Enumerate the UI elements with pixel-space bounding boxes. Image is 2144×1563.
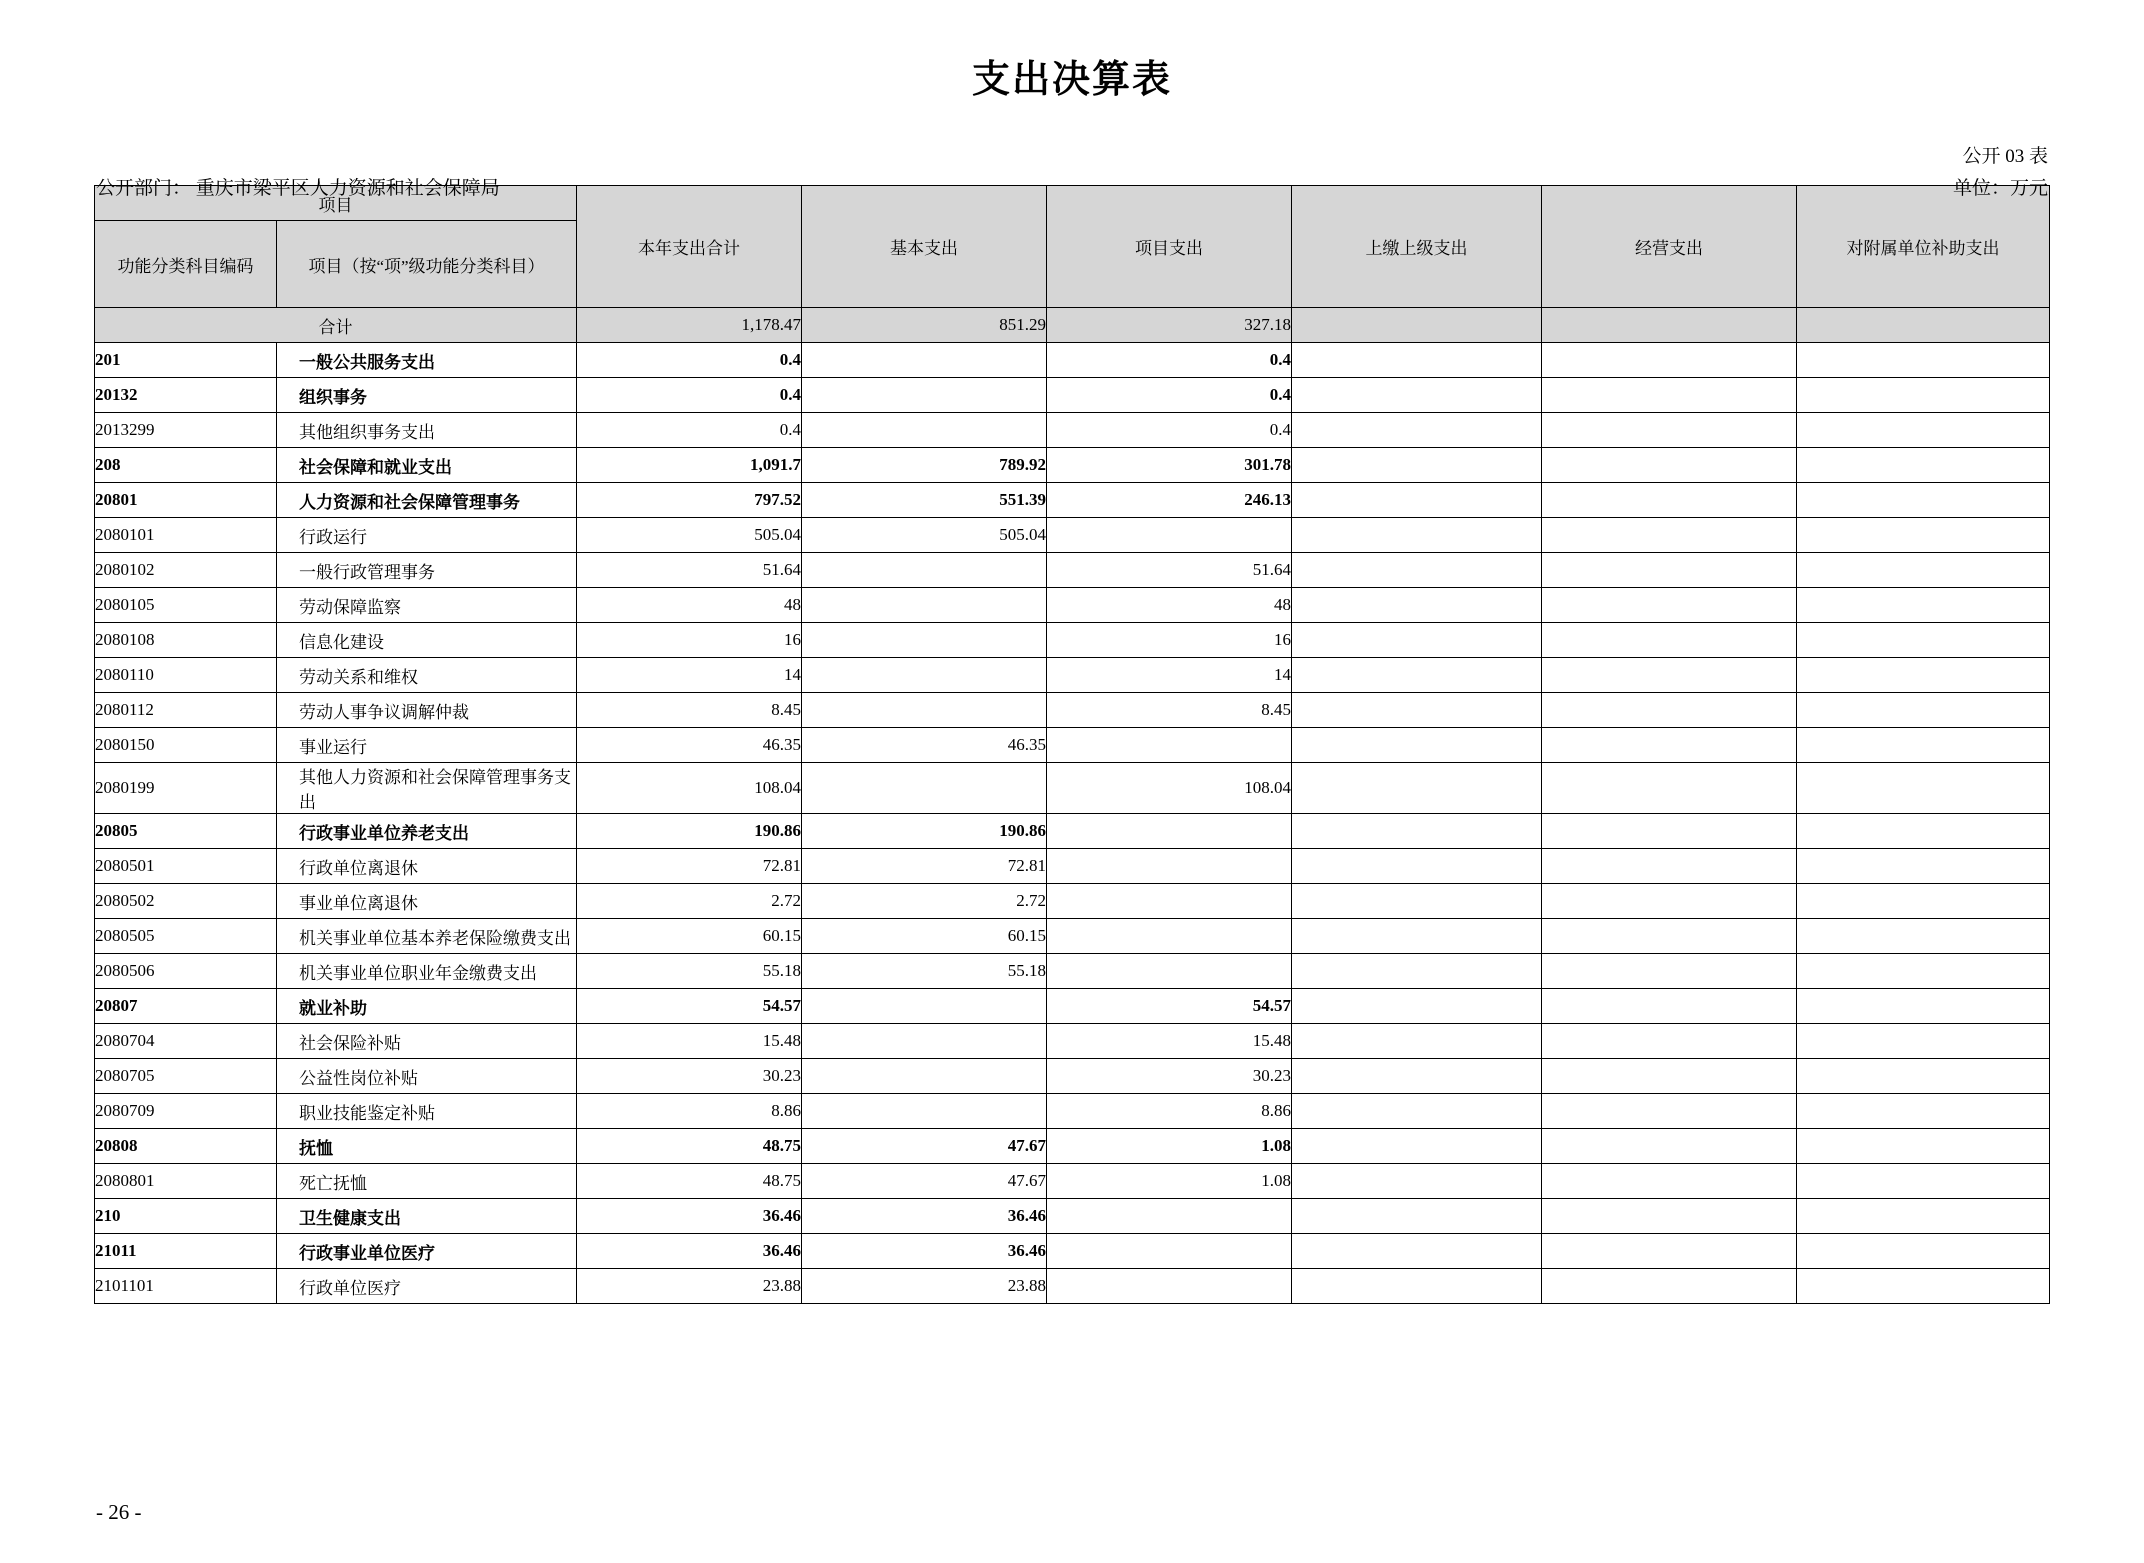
row-value-4 xyxy=(1542,483,1797,518)
row-name: 职业技能鉴定补贴 xyxy=(277,1094,577,1129)
row-value-0: 16 xyxy=(577,623,802,658)
row-name: 行政事业单位医疗 xyxy=(277,1234,577,1269)
row-value-1 xyxy=(802,588,1047,623)
row-value-1 xyxy=(802,989,1047,1024)
table-row xyxy=(95,1059,2050,1094)
row-name: 劳动保障监察 xyxy=(277,588,577,623)
row-name: 行政单位离退休 xyxy=(277,849,577,884)
row-value-3 xyxy=(1292,1024,1542,1059)
row-value-3 xyxy=(1292,884,1542,919)
row-value-2: 1.08 xyxy=(1047,1164,1292,1199)
row-name: 组织事务 xyxy=(277,378,577,413)
table-row xyxy=(95,1024,2050,1059)
table-row xyxy=(95,1094,2050,1129)
row-value-1: 47.67 xyxy=(802,1129,1047,1164)
row-value-4 xyxy=(1542,1129,1797,1164)
row-value-4 xyxy=(1542,693,1797,728)
row-value-0: 48.75 xyxy=(577,1164,802,1199)
row-value-5 xyxy=(1797,954,2050,989)
table-row xyxy=(95,954,2050,989)
row-name: 行政事业单位养老支出 xyxy=(277,814,577,849)
row-value-1 xyxy=(802,1059,1047,1094)
department-label: 公开部门： xyxy=(96,178,192,199)
table-row xyxy=(95,413,2050,448)
row-value-2 xyxy=(1047,1269,1292,1304)
row-value-5 xyxy=(1797,814,2050,849)
row-value-3 xyxy=(1292,518,1542,553)
row-value-4 xyxy=(1542,814,1797,849)
row-value-2: 48 xyxy=(1047,588,1292,623)
header-col-total: 本年支出合计 xyxy=(577,186,802,308)
row-value-1 xyxy=(802,553,1047,588)
row-value-1: 47.67 xyxy=(802,1164,1047,1199)
row-value-2: 301.78 xyxy=(1047,448,1292,483)
form-number: 公开 03 表 xyxy=(1962,146,2048,167)
row-value-5 xyxy=(1797,553,2050,588)
row-value-3 xyxy=(1292,693,1542,728)
row-value-2 xyxy=(1047,1234,1292,1269)
total-value-4 xyxy=(1542,308,1797,343)
row-name: 机关事业单位基本养老保险缴费支出 xyxy=(277,919,577,954)
row-value-5 xyxy=(1797,623,2050,658)
row-value-5 xyxy=(1797,919,2050,954)
row-value-2: 8.86 xyxy=(1047,1094,1292,1129)
row-value-3 xyxy=(1292,954,1542,989)
row-name: 行政运行 xyxy=(277,518,577,553)
row-value-0: 60.15 xyxy=(577,919,802,954)
row-value-1 xyxy=(802,413,1047,448)
department-line xyxy=(96,173,500,200)
row-code: 201 xyxy=(95,343,277,378)
row-value-2 xyxy=(1047,518,1292,553)
table-row xyxy=(95,448,2050,483)
row-value-0: 36.46 xyxy=(577,1199,802,1234)
row-value-5 xyxy=(1797,728,2050,763)
row-value-2: 14 xyxy=(1047,658,1292,693)
row-value-0: 72.81 xyxy=(577,849,802,884)
row-value-2 xyxy=(1047,1199,1292,1234)
row-value-0: 55.18 xyxy=(577,954,802,989)
row-value-2: 15.48 xyxy=(1047,1024,1292,1059)
row-code: 2080501 xyxy=(95,849,277,884)
table-header xyxy=(95,186,2050,308)
row-code: 2080110 xyxy=(95,658,277,693)
row-value-4 xyxy=(1542,413,1797,448)
row-code: 2013299 xyxy=(95,413,277,448)
row-code: 2080704 xyxy=(95,1024,277,1059)
row-value-0: 190.86 xyxy=(577,814,802,849)
table-row-total xyxy=(95,308,2050,343)
row-name: 一般行政管理事务 xyxy=(277,553,577,588)
row-name: 人力资源和社会保障管理事务 xyxy=(277,483,577,518)
row-value-5 xyxy=(1797,413,2050,448)
row-value-1 xyxy=(802,763,1047,814)
row-code: 208 xyxy=(95,448,277,483)
row-value-0: 48.75 xyxy=(577,1129,802,1164)
row-value-3 xyxy=(1292,1094,1542,1129)
row-value-5 xyxy=(1797,1024,2050,1059)
row-value-3 xyxy=(1292,814,1542,849)
row-value-2: 8.45 xyxy=(1047,693,1292,728)
row-value-5 xyxy=(1797,884,2050,919)
row-value-4 xyxy=(1542,658,1797,693)
row-value-3 xyxy=(1292,343,1542,378)
row-value-5 xyxy=(1797,658,2050,693)
row-value-5 xyxy=(1797,1094,2050,1129)
row-value-4 xyxy=(1542,728,1797,763)
row-code: 20807 xyxy=(95,989,277,1024)
row-value-4 xyxy=(1542,378,1797,413)
row-name: 行政单位医疗 xyxy=(277,1269,577,1304)
total-value-1: 851.29 xyxy=(802,308,1047,343)
document-meta xyxy=(0,141,2144,199)
row-value-4 xyxy=(1542,1269,1797,1304)
row-name: 公益性岗位补贴 xyxy=(277,1059,577,1094)
row-value-5 xyxy=(1797,1199,2050,1234)
row-value-2: 1.08 xyxy=(1047,1129,1292,1164)
row-value-2 xyxy=(1047,849,1292,884)
header-col-operating: 经营支出 xyxy=(1542,186,1797,308)
row-value-5 xyxy=(1797,483,2050,518)
table-row xyxy=(95,658,2050,693)
row-value-0: 30.23 xyxy=(577,1059,802,1094)
row-value-5 xyxy=(1797,588,2050,623)
page-title: 支出决算表 xyxy=(971,59,1172,101)
table-row xyxy=(95,1199,2050,1234)
table-row xyxy=(95,483,2050,518)
row-value-3 xyxy=(1292,1164,1542,1199)
row-value-3 xyxy=(1292,1059,1542,1094)
row-value-5 xyxy=(1797,1269,2050,1304)
row-value-0: 505.04 xyxy=(577,518,802,553)
row-value-3 xyxy=(1292,728,1542,763)
row-value-4 xyxy=(1542,954,1797,989)
row-value-5 xyxy=(1797,1234,2050,1269)
row-value-1: 190.86 xyxy=(802,814,1047,849)
row-value-0: 36.46 xyxy=(577,1234,802,1269)
row-code: 2080801 xyxy=(95,1164,277,1199)
row-value-3 xyxy=(1292,1269,1542,1304)
row-value-2: 108.04 xyxy=(1047,763,1292,814)
row-code: 2080102 xyxy=(95,553,277,588)
row-value-2: 246.13 xyxy=(1047,483,1292,518)
row-value-4 xyxy=(1542,343,1797,378)
row-name: 劳动关系和维权 xyxy=(277,658,577,693)
row-code: 20132 xyxy=(95,378,277,413)
department-name: 重庆市梁平区人力资源和社会保障局 xyxy=(195,178,500,199)
row-name: 就业补助 xyxy=(277,989,577,1024)
row-value-0: 23.88 xyxy=(577,1269,802,1304)
row-value-1: 55.18 xyxy=(802,954,1047,989)
row-value-1: 789.92 xyxy=(802,448,1047,483)
table-body xyxy=(95,308,2050,1304)
row-value-0: 46.35 xyxy=(577,728,802,763)
row-code: 21011 xyxy=(95,1234,277,1269)
row-value-3 xyxy=(1292,658,1542,693)
row-value-5 xyxy=(1797,693,2050,728)
row-value-3 xyxy=(1292,448,1542,483)
table-row xyxy=(95,518,2050,553)
row-code: 2080502 xyxy=(95,884,277,919)
row-name: 信息化建设 xyxy=(277,623,577,658)
row-code: 2080506 xyxy=(95,954,277,989)
row-value-3 xyxy=(1292,989,1542,1024)
total-value-3 xyxy=(1292,308,1542,343)
row-code: 20801 xyxy=(95,483,277,518)
row-value-1: 505.04 xyxy=(802,518,1047,553)
row-value-0: 2.72 xyxy=(577,884,802,919)
row-value-5 xyxy=(1797,518,2050,553)
row-value-3 xyxy=(1292,1234,1542,1269)
row-code: 2080112 xyxy=(95,693,277,728)
row-value-4 xyxy=(1542,1059,1797,1094)
row-value-1: 2.72 xyxy=(802,884,1047,919)
table-row xyxy=(95,763,2050,814)
row-value-1: 36.46 xyxy=(802,1199,1047,1234)
table-row xyxy=(95,884,2050,919)
row-value-5 xyxy=(1797,989,2050,1024)
expenditure-table xyxy=(94,185,2050,1304)
row-value-4 xyxy=(1542,518,1797,553)
row-value-2 xyxy=(1047,814,1292,849)
row-value-3 xyxy=(1292,1199,1542,1234)
row-value-2: 0.4 xyxy=(1047,343,1292,378)
row-value-5 xyxy=(1797,343,2050,378)
row-value-5 xyxy=(1797,378,2050,413)
row-value-4 xyxy=(1542,919,1797,954)
table-row xyxy=(95,588,2050,623)
row-value-2: 30.23 xyxy=(1047,1059,1292,1094)
row-value-1 xyxy=(802,623,1047,658)
row-code: 20808 xyxy=(95,1129,277,1164)
row-value-3 xyxy=(1292,623,1542,658)
row-value-3 xyxy=(1292,919,1542,954)
header-col-code: 功能分类科目编码 xyxy=(95,221,277,308)
row-code: 2080199 xyxy=(95,763,277,814)
header-col-name: 项目（按“项”级功能分类科目） xyxy=(277,221,577,308)
total-label: 合计 xyxy=(95,308,577,343)
row-value-4 xyxy=(1542,1199,1797,1234)
row-value-3 xyxy=(1292,378,1542,413)
row-value-2 xyxy=(1047,728,1292,763)
total-value-0: 1,178.47 xyxy=(577,308,802,343)
row-code: 2080709 xyxy=(95,1094,277,1129)
row-value-1 xyxy=(802,658,1047,693)
row-value-0: 108.04 xyxy=(577,763,802,814)
row-value-1 xyxy=(802,343,1047,378)
total-value-2: 327.18 xyxy=(1047,308,1292,343)
row-name: 劳动人事争议调解仲裁 xyxy=(277,693,577,728)
row-value-2: 16 xyxy=(1047,623,1292,658)
row-code: 2080105 xyxy=(95,588,277,623)
header-group-item: 项目 xyxy=(95,186,577,221)
row-name: 死亡抚恤 xyxy=(277,1164,577,1199)
row-name: 事业运行 xyxy=(277,728,577,763)
header-col-subsidy: 对附属单位补助支出 xyxy=(1797,186,2050,308)
row-code: 2080101 xyxy=(95,518,277,553)
row-value-1: 72.81 xyxy=(802,849,1047,884)
row-code: 2080505 xyxy=(95,919,277,954)
table-row xyxy=(95,1164,2050,1199)
row-value-1: 23.88 xyxy=(802,1269,1047,1304)
row-value-2: 0.4 xyxy=(1047,413,1292,448)
row-value-5 xyxy=(1797,763,2050,814)
table-row xyxy=(95,623,2050,658)
row-value-5 xyxy=(1797,1059,2050,1094)
row-value-3 xyxy=(1292,849,1542,884)
row-value-3 xyxy=(1292,763,1542,814)
row-value-0: 51.64 xyxy=(577,553,802,588)
row-value-4 xyxy=(1542,1024,1797,1059)
table-row xyxy=(95,849,2050,884)
table-row xyxy=(95,814,2050,849)
table-row xyxy=(95,693,2050,728)
row-code: 20805 xyxy=(95,814,277,849)
row-value-3 xyxy=(1292,588,1542,623)
header-col-upper: 上缴上级支出 xyxy=(1292,186,1542,308)
row-value-3 xyxy=(1292,553,1542,588)
row-value-4 xyxy=(1542,623,1797,658)
table-row xyxy=(95,343,2050,378)
row-value-4 xyxy=(1542,553,1797,588)
row-name: 机关事业单位职业年金缴费支出 xyxy=(277,954,577,989)
row-value-0: 0.4 xyxy=(577,343,802,378)
row-name: 一般公共服务支出 xyxy=(277,343,577,378)
row-value-2: 54.57 xyxy=(1047,989,1292,1024)
row-value-3 xyxy=(1292,1129,1542,1164)
row-code: 2101101 xyxy=(95,1269,277,1304)
row-name: 其他人力资源和社会保障管理事务支出 xyxy=(277,763,577,814)
row-value-4 xyxy=(1542,763,1797,814)
row-value-1 xyxy=(802,1094,1047,1129)
row-value-3 xyxy=(1292,483,1542,518)
row-code: 210 xyxy=(95,1199,277,1234)
row-code: 2080108 xyxy=(95,623,277,658)
table-row xyxy=(95,1234,2050,1269)
row-name: 其他组织事务支出 xyxy=(277,413,577,448)
row-value-1 xyxy=(802,1024,1047,1059)
row-value-4 xyxy=(1542,448,1797,483)
row-value-5 xyxy=(1797,1129,2050,1164)
unit-label: 单位：万元 xyxy=(1952,178,2048,199)
row-value-4 xyxy=(1542,1234,1797,1269)
row-value-2 xyxy=(1047,919,1292,954)
table-row xyxy=(95,1269,2050,1304)
row-value-0: 797.52 xyxy=(577,483,802,518)
row-value-4 xyxy=(1542,849,1797,884)
row-value-4 xyxy=(1542,1164,1797,1199)
row-name: 社会保险补贴 xyxy=(277,1024,577,1059)
page-number: - 26 - xyxy=(96,1500,142,1524)
row-value-5 xyxy=(1797,849,2050,884)
row-value-4 xyxy=(1542,884,1797,919)
row-value-1: 36.46 xyxy=(802,1234,1047,1269)
row-value-1: 60.15 xyxy=(802,919,1047,954)
row-name: 社会保障和就业支出 xyxy=(277,448,577,483)
row-value-2 xyxy=(1047,884,1292,919)
row-value-5 xyxy=(1797,1164,2050,1199)
row-value-0: 0.4 xyxy=(577,413,802,448)
table-row xyxy=(95,989,2050,1024)
row-value-0: 14 xyxy=(577,658,802,693)
total-value-5 xyxy=(1797,308,2050,343)
row-value-1 xyxy=(802,693,1047,728)
row-name: 事业单位离退休 xyxy=(277,884,577,919)
table-row xyxy=(95,728,2050,763)
row-value-2: 51.64 xyxy=(1047,553,1292,588)
header-col-project: 项目支出 xyxy=(1047,186,1292,308)
row-value-0: 48 xyxy=(577,588,802,623)
row-value-0: 0.4 xyxy=(577,378,802,413)
row-name: 抚恤 xyxy=(277,1129,577,1164)
row-value-2 xyxy=(1047,954,1292,989)
row-value-5 xyxy=(1797,448,2050,483)
row-code: 2080150 xyxy=(95,728,277,763)
table-row xyxy=(95,378,2050,413)
row-value-4 xyxy=(1542,989,1797,1024)
row-value-0: 15.48 xyxy=(577,1024,802,1059)
row-value-3 xyxy=(1292,413,1542,448)
row-value-0: 8.86 xyxy=(577,1094,802,1129)
row-code: 2080705 xyxy=(95,1059,277,1094)
header-col-basic: 基本支出 xyxy=(802,186,1047,308)
row-value-4 xyxy=(1542,1094,1797,1129)
row-value-4 xyxy=(1542,588,1797,623)
row-value-2: 0.4 xyxy=(1047,378,1292,413)
row-value-1: 551.39 xyxy=(802,483,1047,518)
document-page xyxy=(0,48,2144,1563)
table-row xyxy=(95,919,2050,954)
table-row xyxy=(95,553,2050,588)
row-value-1: 46.35 xyxy=(802,728,1047,763)
row-value-0: 1,091.7 xyxy=(577,448,802,483)
row-value-0: 8.45 xyxy=(577,693,802,728)
table-row xyxy=(95,1129,2050,1164)
row-value-1 xyxy=(802,378,1047,413)
row-name: 卫生健康支出 xyxy=(277,1199,577,1234)
row-value-0: 54.57 xyxy=(577,989,802,1024)
